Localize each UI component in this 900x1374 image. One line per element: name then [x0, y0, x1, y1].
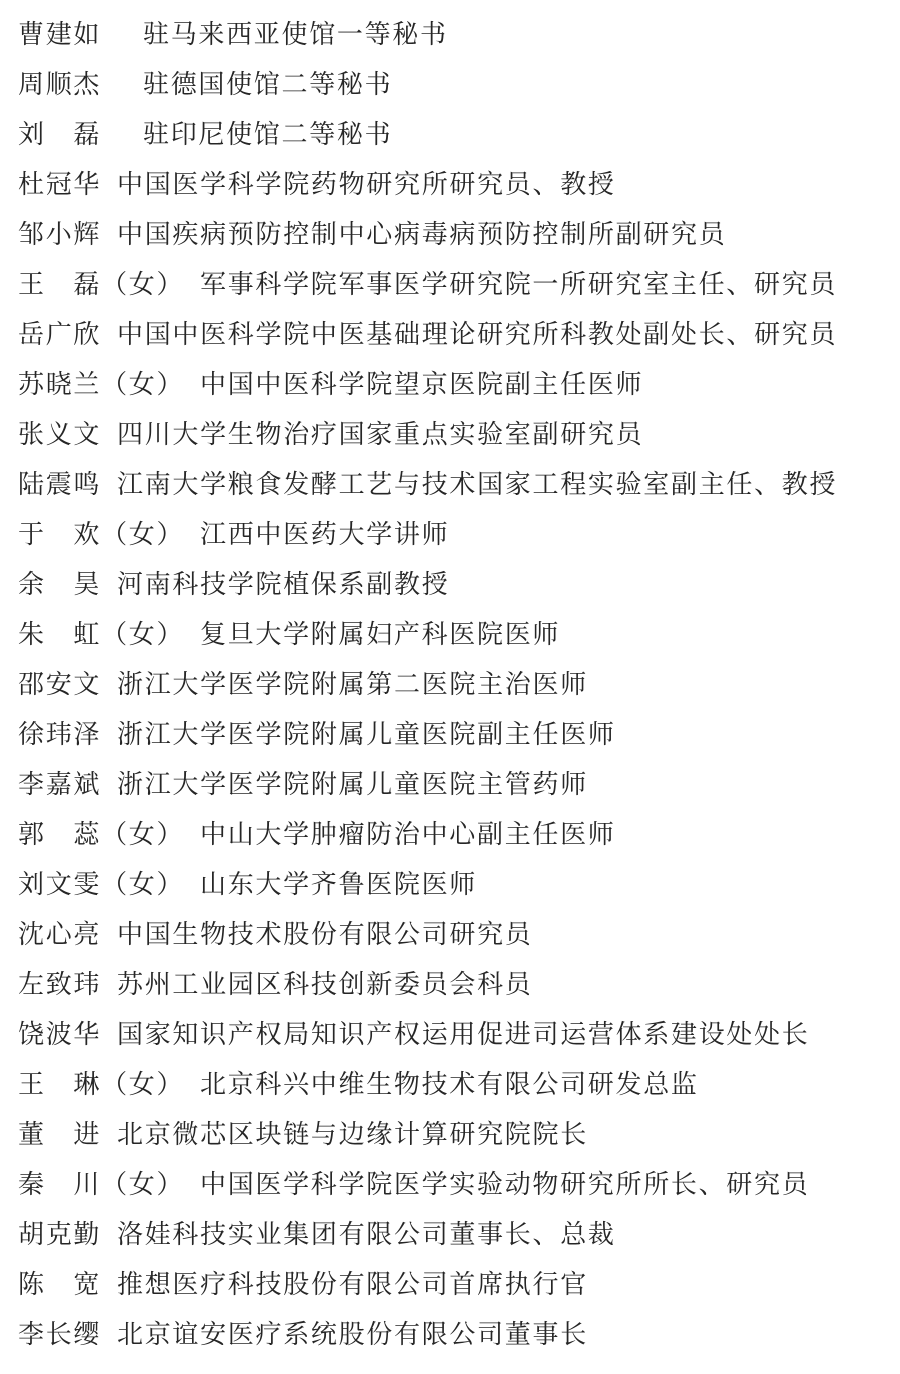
list-item: [0, 660, 900, 710]
person-name: 杜冠华: [18, 170, 102, 200]
person-position: 北京谊安医疗系统股份有限公司董事长: [117, 1320, 588, 1350]
list-item: [0, 710, 900, 760]
person-position: 江西中医药大学讲师: [200, 520, 450, 550]
person-position: 洛娃科技实业集团有限公司董事长、总裁: [117, 1220, 616, 1250]
list-item: [0, 960, 900, 1010]
person-name: 刘文雯（女）: [18, 870, 185, 900]
person-name: 朱 虹（女）: [18, 620, 185, 650]
person-name: 李嘉斌: [18, 770, 102, 800]
person-position: 中国中医科学院望京医院副主任医师: [200, 370, 644, 400]
list-item: [0, 410, 900, 460]
list-item: [0, 810, 900, 860]
person-position: 浙江大学医学院附属第二医院主治医师: [117, 670, 588, 700]
person-name: 陈 宽: [18, 1270, 102, 1300]
list-item: [0, 10, 900, 60]
person-position: 中国医学科学院医学实验动物研究所所长、研究员: [200, 1170, 810, 1200]
person-position: 中国中医科学院中医基础理论研究所科教处副处长、研究员: [117, 320, 838, 350]
list-item: [0, 1010, 900, 1060]
person-position: 驻德国使馆二等秘书: [143, 70, 393, 100]
person-position: 中国生物技术股份有限公司研究员: [117, 920, 533, 950]
person-name: 岳广欣: [18, 320, 102, 350]
list-item: [0, 910, 900, 960]
person-name: 余 昊: [18, 570, 102, 600]
list-item: [0, 1260, 900, 1310]
person-name: 李长缨: [18, 1320, 102, 1350]
name-list: [0, 10, 900, 1360]
person-name: 刘 磊: [18, 120, 102, 150]
list-item: [0, 260, 900, 310]
person-position: 苏州工业园区科技创新委员会科员: [117, 970, 533, 1000]
list-item: [0, 860, 900, 910]
person-position: 国家知识产权局知识产权运用促进司运营体系建设处处长: [117, 1020, 810, 1050]
person-position: 驻马来西亚使馆一等秘书: [143, 20, 448, 50]
list-item: [0, 210, 900, 260]
person-position: 推想医疗科技股份有限公司首席执行官: [117, 1270, 588, 1300]
list-item: [0, 460, 900, 510]
person-name: 于 欢（女）: [18, 520, 185, 550]
list-item: [0, 310, 900, 360]
person-name: 邵安文: [18, 670, 102, 700]
person-position: 中国医学科学院药物研究所研究员、教授: [117, 170, 616, 200]
person-name: 邹小辉: [18, 220, 102, 250]
list-item: [0, 1210, 900, 1260]
person-position: 浙江大学医学院附属儿童医院主管药师: [117, 770, 588, 800]
person-position: 中山大学肿瘤防治中心副主任医师: [200, 820, 616, 850]
person-position: 河南科技学院植保系副教授: [117, 570, 450, 600]
person-name: 左致玮: [18, 970, 102, 1000]
person-name: 胡克勤: [18, 1220, 102, 1250]
list-item: [0, 60, 900, 110]
list-item: [0, 360, 900, 410]
person-position: 山东大学齐鲁医院医师: [200, 870, 478, 900]
person-position: 北京科兴中维生物技术有限公司研发总监: [200, 1070, 699, 1100]
list-item: [0, 110, 900, 160]
person-position: 中国疾病预防控制中心病毒病预防控制所副研究员: [117, 220, 727, 250]
list-item: [0, 1310, 900, 1360]
list-item: [0, 1060, 900, 1110]
person-name: 王 磊（女）: [18, 270, 185, 300]
list-item: [0, 1160, 900, 1210]
person-name: 秦 川（女）: [18, 1170, 185, 1200]
person-name: 周顺杰: [18, 70, 102, 100]
person-name: 苏晓兰（女）: [18, 370, 185, 400]
person-position: 驻印尼使馆二等秘书: [143, 120, 393, 150]
person-name: 董 进: [18, 1120, 102, 1150]
person-name: 沈心亮: [18, 920, 102, 950]
person-name: 徐玮泽: [18, 720, 102, 750]
list-item: [0, 160, 900, 210]
list-item: [0, 1110, 900, 1160]
person-position: 北京微芯区块链与边缘计算研究院院长: [117, 1120, 588, 1150]
person-position: 四川大学生物治疗国家重点实验室副研究员: [117, 420, 644, 450]
person-name: 曹建如: [18, 20, 102, 50]
person-name: 张义文: [18, 420, 102, 450]
list-item: [0, 510, 900, 560]
list-item: [0, 760, 900, 810]
person-name: 王 琳（女）: [18, 1070, 185, 1100]
list-item: [0, 610, 900, 660]
person-name: 陆震鸣: [18, 470, 102, 500]
person-position: 浙江大学医学院附属儿童医院副主任医师: [117, 720, 616, 750]
person-position: 江南大学粮食发酵工艺与技术国家工程实验室副主任、教授: [117, 470, 838, 500]
person-name: 饶波华: [18, 1020, 102, 1050]
person-name: 郭 蕊（女）: [18, 820, 185, 850]
list-item: [0, 560, 900, 610]
person-position: 军事科学院军事医学研究院一所研究室主任、研究员: [200, 270, 838, 300]
person-position: 复旦大学附属妇产科医院医师: [200, 620, 561, 650]
